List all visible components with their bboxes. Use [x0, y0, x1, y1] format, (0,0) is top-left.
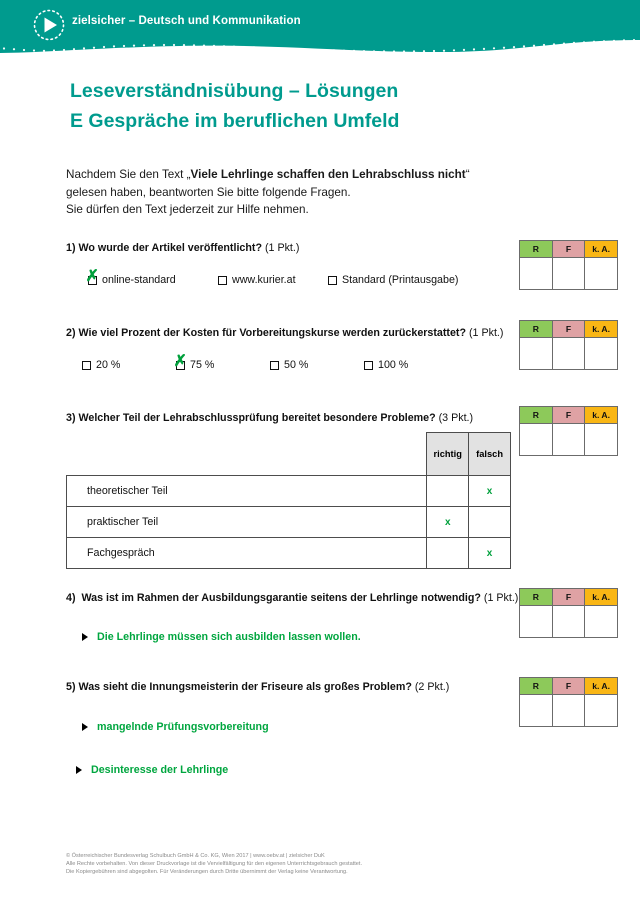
grading-input-row: [520, 258, 618, 290]
option-kurier-label: www.kurier.at: [232, 274, 296, 286]
grading-header-f: F: [552, 407, 585, 424]
grading-header-r: R: [520, 241, 553, 258]
question-4-number: 4): [66, 592, 76, 604]
grading-header-ka: k. A.: [585, 321, 618, 338]
question-3-points: (3 Pkt.): [438, 412, 474, 424]
answer-question-5-2-text: Desinteresse der Lehrlinge: [91, 764, 229, 776]
grading-input-row: [520, 424, 618, 456]
question-4-text: Was ist im Rahmen der Ausbildungsgarantie seitens der Lehrlinge notwendig?: [81, 592, 481, 604]
matrix-mark-fachgespraech-richtig[interactable]: [427, 538, 469, 569]
option-50-percent-label: 50 %: [284, 359, 309, 371]
grading-header-f: F: [552, 678, 585, 695]
intro-line-1: [66, 166, 546, 184]
grading-header-r: R: [520, 321, 553, 338]
checkbox-standard-print[interactable]: [328, 276, 337, 285]
grading-header-f: F: [552, 589, 585, 606]
question-4-title: [66, 592, 519, 604]
checkbox-20-percent[interactable]: [82, 361, 91, 370]
triangle-bullet-icon: [82, 723, 88, 731]
option-standard-print[interactable]: [328, 274, 458, 286]
question-5-number: 5): [66, 681, 76, 693]
checkbox-100-percent[interactable]: [364, 361, 373, 370]
intro-prefix: Nachdem Sie den Text „: [66, 168, 191, 181]
brand-label: zielsicher – Deutsch und Kommunikation: [72, 15, 301, 27]
option-50-percent[interactable]: [270, 359, 308, 371]
question-1-title: [66, 242, 516, 254]
grading-header-ka: k. A.: [585, 589, 618, 606]
grading-header-row: [520, 321, 618, 338]
intro-paragraph: [66, 166, 546, 219]
matrix-mark-theoretischer-falsch[interactable]: x: [469, 476, 511, 507]
option-75-percent-label: 75 %: [190, 359, 215, 371]
page-header-banner: [0, 0, 640, 58]
question-2-options: [66, 359, 516, 377]
grading-cell-ka[interactable]: [585, 338, 618, 370]
question-3-number: 3): [66, 412, 76, 424]
question-5-points: (2 Pkt.): [414, 681, 450, 693]
checkbox-75-percent[interactable]: [176, 361, 185, 370]
grading-header-r: R: [520, 407, 553, 424]
matrix-row-label-fachgespraech: Fachgespräch: [67, 538, 427, 569]
grading-header-f: F: [552, 321, 585, 338]
footer-line-1: © Österreichischer Bundesverlag Schulbuch GmbH & Co. KG, Wien 2017 | www.oebv.at | zielsicher DuK: [66, 853, 325, 859]
intro-line-2: gelesen haben, beantworten Sie bitte folgende Fragen.: [66, 185, 351, 199]
grading-header-r: R: [520, 678, 553, 695]
grading-cell-f[interactable]: [552, 606, 585, 638]
checkbox-online-standard[interactable]: [88, 276, 97, 285]
footer-line-2: Alle Rechte vorbehalten. Von dieser Druckvorlage ist die Vervielfältigung für den eigenen Unterrichtsgebrauch gestattet.: [66, 861, 363, 868]
page-title-line1: Leseverständnisübung – Lösungen: [70, 80, 399, 102]
question-2: [66, 327, 516, 377]
grading-box-question-4[interactable]: [519, 588, 618, 638]
grading-cell-r[interactable]: [520, 424, 553, 456]
question-4-points: (1 Pkt.): [483, 592, 519, 604]
matrix-header-richtig: richtig: [427, 433, 469, 476]
answer-question-5-2: [76, 764, 228, 776]
grading-box-question-2[interactable]: [519, 320, 618, 370]
option-20-percent[interactable]: [82, 359, 120, 371]
matrix-row-label-theoretischer-teil: theoretischer Teil: [67, 476, 427, 507]
grading-header-row: [520, 407, 618, 424]
grading-cell-r[interactable]: [520, 338, 553, 370]
grading-box-question-5[interactable]: [519, 677, 618, 727]
question-1-text: Wo wurde der Artikel veröffentlicht?: [78, 242, 262, 254]
footer-line-3: Die Kopiergebühren sind abgegolten. Für Veränderungen durch Dritte übernimmt der Verlag keine Verantwortung.: [66, 869, 348, 876]
triangle-bullet-icon: [82, 633, 88, 641]
grading-cell-f[interactable]: [552, 258, 585, 290]
question-3-text: Welcher Teil der Lehrabschlussprüfung bereitet besondere Probleme?: [78, 412, 436, 424]
grading-cell-ka[interactable]: [585, 695, 618, 727]
grading-header-ka: k. A.: [585, 678, 618, 695]
banner-shape: [0, 0, 640, 58]
grading-header-ka: k. A.: [585, 407, 618, 424]
grading-header-f: F: [552, 241, 585, 258]
grading-header-row: [520, 241, 618, 258]
question-5: [66, 681, 516, 693]
answer-question-4-1-text: Die Lehrlinge müssen sich ausbilden lassen wollen.: [97, 631, 361, 643]
page-title-line2: E Gespräche im beruflichen Umfeld: [70, 110, 400, 132]
answer-question-5-1: [82, 721, 269, 733]
question-2-points: (1 Pkt.): [469, 327, 504, 339]
option-standard-print-label: Standard (Printausgabe): [342, 274, 459, 286]
matrix-mark-praktischer-falsch[interactable]: [469, 507, 511, 538]
intro-article-title: Viele Lehrlinge schaffen den Lehrabschluss nicht: [190, 168, 466, 181]
matrix-mark-praktischer-richtig[interactable]: x: [427, 507, 469, 538]
question-3-matrix-table: [66, 432, 511, 569]
intro-line-3: Sie dürfen den Text jederzeit zur Hilfe nehmen.: [66, 203, 309, 216]
table-row: [67, 507, 511, 538]
grading-cell-r[interactable]: [520, 606, 553, 638]
matrix-mark-theoretischer-richtig[interactable]: [427, 476, 469, 507]
grading-box-question-3[interactable]: [519, 406, 618, 456]
question-2-number: 2): [66, 327, 76, 339]
page-title: [70, 76, 540, 136]
table-row: [67, 538, 511, 569]
grading-cell-r[interactable]: [520, 695, 553, 727]
question-2-title: [66, 327, 516, 339]
grading-header-r: R: [520, 589, 553, 606]
grading-cell-r[interactable]: [520, 258, 553, 290]
matrix-header-falsch: falsch: [469, 433, 511, 476]
grading-cell-ka[interactable]: [585, 424, 618, 456]
option-100-percent-label: 100 %: [378, 359, 409, 371]
question-3-title: [66, 412, 516, 424]
question-1-points: (1 Pkt.): [264, 242, 300, 254]
question-1-number: 1): [66, 242, 76, 254]
question-1-options: [66, 274, 516, 292]
page-footer: [66, 852, 566, 877]
option-online-standard[interactable]: [88, 274, 176, 286]
triangle-bullet-icon: [76, 766, 82, 774]
question-5-title: [66, 681, 516, 693]
option-online-standard-label: online-standard: [102, 274, 176, 286]
grading-input-row: [520, 606, 618, 638]
table-row: [67, 476, 511, 507]
play-triangle-icon: [32, 8, 66, 42]
question-2-text: Wie viel Prozent der Kosten für Vorbereitungskurse werden zurückerstattet?: [78, 327, 467, 339]
grading-header-ka: k. A.: [585, 241, 618, 258]
answer-question-4-1: [82, 631, 361, 643]
checkbox-50-percent[interactable]: [270, 361, 279, 370]
matrix-mark-fachgespraech-falsch[interactable]: x: [469, 538, 511, 569]
grading-cell-ka[interactable]: [585, 606, 618, 638]
grading-box-question-1[interactable]: [519, 240, 618, 290]
checkbox-kurier[interactable]: [218, 276, 227, 285]
option-kurier[interactable]: [218, 274, 296, 286]
question-3: [66, 412, 516, 424]
matrix-corner-cell: [67, 433, 427, 476]
intro-suffix: “: [465, 168, 470, 181]
grading-input-row: [520, 695, 618, 727]
answer-question-5-1-text: mangelnde Prüfungsvorbereitung: [97, 721, 269, 733]
matrix-row-label-praktischer-teil: praktischer Teil: [67, 507, 427, 538]
grading-header-row: [520, 678, 618, 695]
question-5-text: Was sieht die Innungsmeisterin der Friseure als großes Problem?: [78, 681, 412, 693]
grading-cell-f[interactable]: [552, 695, 585, 727]
question-4: [66, 592, 519, 604]
grading-cell-ka[interactable]: [585, 258, 618, 290]
grading-header-row: [520, 589, 618, 606]
question-1: [66, 242, 516, 292]
grading-cell-f[interactable]: [552, 424, 585, 456]
option-20-percent-label: 20 %: [96, 359, 121, 371]
matrix-header-row: [67, 433, 511, 476]
option-100-percent[interactable]: [364, 359, 408, 371]
grading-input-row: [520, 338, 618, 370]
grading-cell-f[interactable]: [552, 338, 585, 370]
option-75-percent[interactable]: [176, 359, 214, 371]
